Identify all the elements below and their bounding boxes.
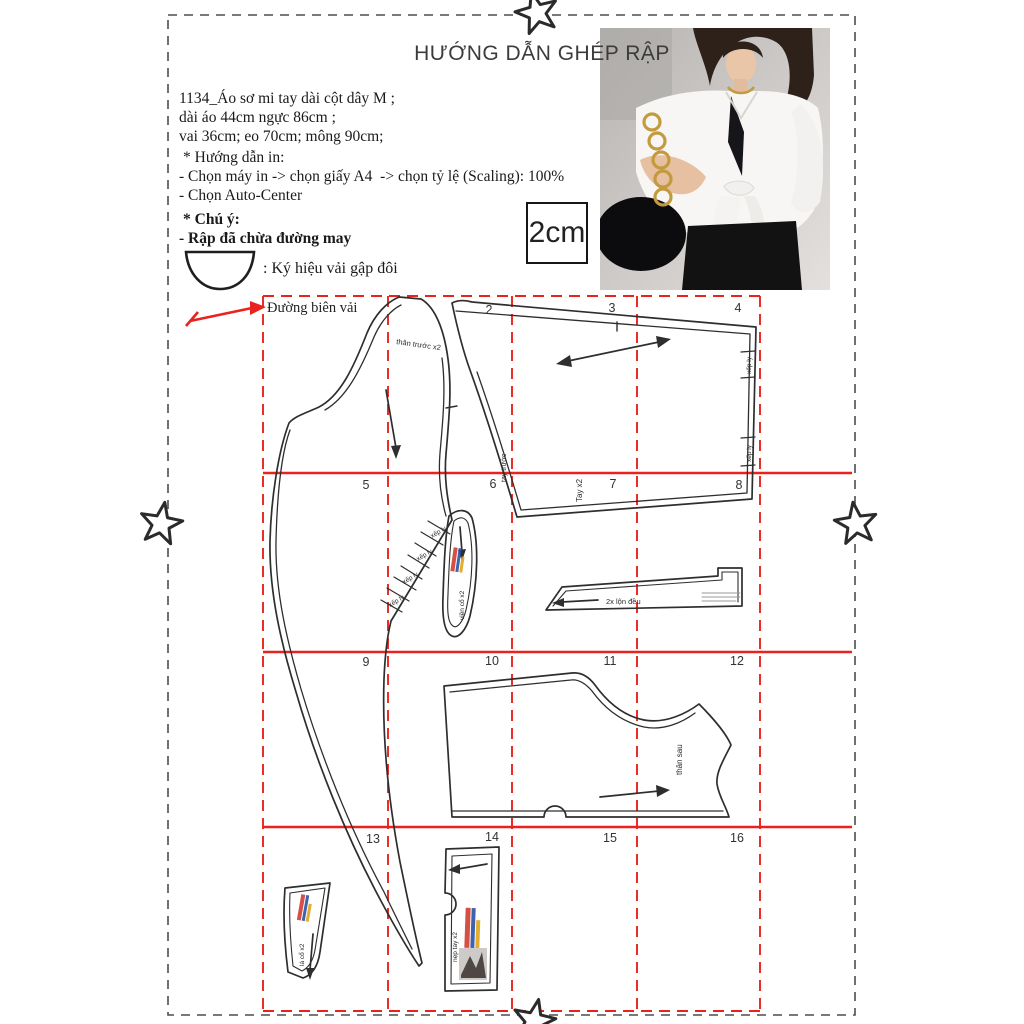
star-icon bbox=[510, 995, 559, 1024]
print-guide-step: - Chọn máy in -> chọn giấy A4 -> chọn tỷ lệ (Scaling): 100% bbox=[179, 168, 565, 185]
page-number: 4 bbox=[734, 301, 742, 315]
piece-sleeve bbox=[452, 301, 756, 517]
grid-dashed-lines bbox=[263, 296, 760, 1011]
assembly-grid bbox=[263, 296, 852, 1011]
page-number: 12 bbox=[730, 654, 744, 668]
tie-strap-label: 2x lộn đều bbox=[606, 597, 641, 606]
fold-symbol-caption: : Ký hiệu vải gập đôi bbox=[263, 260, 398, 277]
placket-pleat-label: xếp ly bbox=[429, 525, 448, 540]
piece-back-body bbox=[444, 673, 731, 817]
selvedge-arrow bbox=[186, 301, 266, 326]
page-number: 13 bbox=[366, 832, 380, 846]
product-info-line: 1134_Áo sơ mi tay dài cột dây M ; bbox=[179, 90, 395, 107]
placket-pleat-label: xếp ly bbox=[387, 594, 406, 609]
handbag bbox=[596, 197, 686, 271]
page-number: 3 bbox=[608, 301, 616, 315]
print-guide-step: - Chọn Auto-Center bbox=[179, 187, 303, 204]
sleeve-placket-label: nẹp tay x2 bbox=[452, 932, 459, 962]
note-body: - Rập đã chừa đường may bbox=[179, 230, 352, 247]
collar-label: lá cổ x2 bbox=[299, 943, 306, 966]
piece-tie-strap bbox=[546, 568, 742, 610]
selvedge-label: Đường biên vải bbox=[267, 300, 358, 316]
fine-print-lines bbox=[702, 593, 740, 601]
star-icon bbox=[137, 499, 185, 545]
page-number: 10 bbox=[485, 654, 499, 668]
front-body-label: thân trước x2 bbox=[395, 337, 442, 353]
shorts bbox=[682, 221, 802, 290]
print-guide-heading: * Hướng dẫn in: bbox=[183, 149, 285, 166]
star-icon bbox=[832, 499, 879, 544]
model-photo bbox=[596, 28, 830, 290]
page-number: 2 bbox=[485, 303, 493, 317]
back-body-label: thân sau bbox=[675, 744, 684, 775]
note-heading: * Chú ý: bbox=[183, 211, 240, 228]
page-number: 15 bbox=[603, 831, 617, 845]
piece-front-body bbox=[270, 297, 457, 966]
sleeve-pleat-label: xếp ly bbox=[746, 357, 753, 374]
placket-pleat-label: xếp ly bbox=[415, 548, 434, 563]
page-number: 14 bbox=[485, 830, 499, 844]
sleeve-pleat-label: xếp ly bbox=[746, 445, 753, 462]
page-number: 7 bbox=[609, 477, 617, 491]
scale-reference-box bbox=[526, 202, 588, 264]
fold-symbol bbox=[186, 252, 254, 289]
grid-solid-lines bbox=[263, 473, 852, 827]
neck-binding-label: viền cổ x2 bbox=[459, 590, 466, 620]
watermark-logo-icon bbox=[464, 908, 480, 948]
page-number: 6 bbox=[489, 477, 497, 491]
page-number: 8 bbox=[735, 478, 743, 492]
page-title: HƯỚNG DẪN GHÉP RẬP bbox=[414, 42, 670, 65]
watermark-logo-icon bbox=[297, 894, 313, 922]
placket-pleat-label: xếp ly bbox=[401, 571, 420, 586]
sleeve-label: Tay x2 bbox=[575, 478, 584, 502]
product-info-line: vai 36cm; eo 70cm; mông 90cm; bbox=[179, 128, 384, 145]
star-icon bbox=[511, 0, 562, 36]
scale-box-label: 2cm bbox=[528, 216, 586, 249]
page-number: 5 bbox=[362, 478, 370, 492]
product-info-line: dài áo 44cm ngực 86cm ; bbox=[179, 109, 336, 126]
page-number: 9 bbox=[362, 655, 370, 669]
page-number: 16 bbox=[730, 831, 744, 845]
page-number: 11 bbox=[603, 654, 617, 668]
sleeve-front-label: tay trước bbox=[501, 453, 508, 482]
